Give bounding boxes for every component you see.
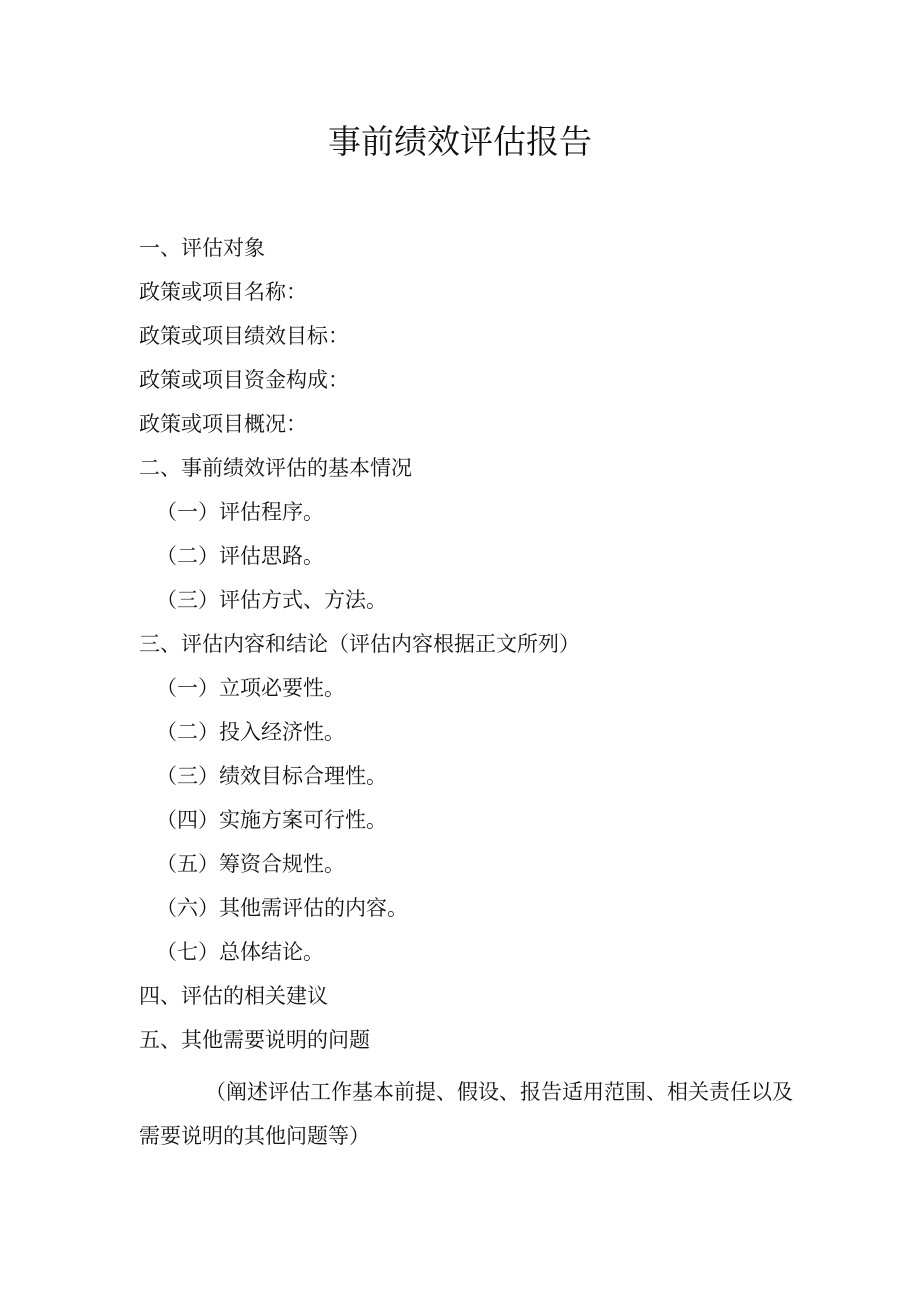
subitem-3-3: （三）绩效目标合理性。 — [156, 764, 387, 788]
subitem-2-3: （三）评估方式、方法。 — [156, 588, 387, 612]
section-heading-2: 二、事前绩效评估的基本情况 — [139, 456, 412, 480]
subitem-3-6: （六）其他需评估的内容。 — [156, 896, 408, 920]
section-heading-3: 三、评估内容和结论（评估内容根据正文所列） — [139, 632, 580, 656]
section-heading-1: 一、评估对象 — [139, 236, 265, 260]
subitem-3-4: （四）实施方案可行性。 — [156, 808, 387, 832]
field-label-goal: 政策或项目绩效目标： — [139, 324, 349, 348]
section-heading-5: 五、其他需要说明的问题 — [139, 1028, 370, 1052]
subitem-2-1: （一）评估程序。 — [156, 500, 324, 524]
section-heading-4: 四、评估的相关建议 — [139, 984, 328, 1008]
closing-paragraph: （阐述评估工作基本前提、假设、报告适用范围、相关责任以及需要说明的其他问题等） — [139, 1080, 793, 1148]
subitem-2-2: （二）评估思路。 — [156, 544, 324, 568]
field-label-overview: 政策或项目概况： — [139, 412, 307, 436]
field-label-funding: 政策或项目资金构成： — [139, 368, 349, 392]
document-title: 事前绩效评估报告 — [328, 122, 592, 161]
subitem-3-7: （七）总体结论。 — [156, 940, 324, 964]
subitem-3-1: （一）立项必要性。 — [156, 676, 345, 700]
subitem-3-5: （五）筹资合规性。 — [156, 852, 345, 876]
field-label-name: 政策或项目名称： — [139, 280, 307, 304]
subitem-3-2: （二）投入经济性。 — [156, 720, 345, 744]
